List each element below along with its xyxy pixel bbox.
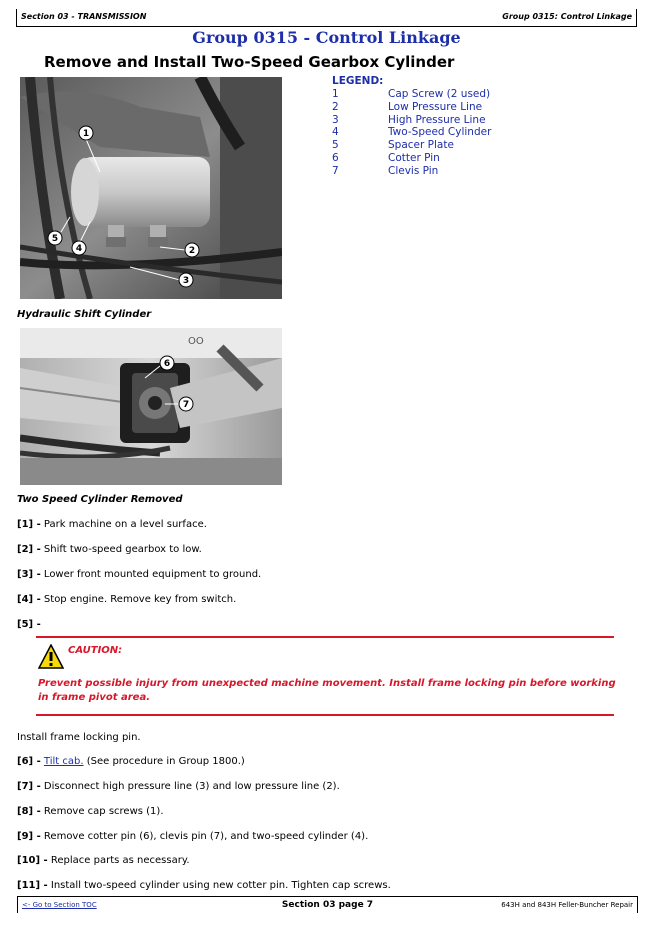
manual-title: 643H and 843H Feller-Buncher Repair xyxy=(501,901,633,909)
step-10: [10] - Replace parts as necessary. xyxy=(17,855,190,866)
step-6: [6] - Tilt cab. (See procedure in Group 1800.) xyxy=(17,756,245,767)
legend-title: LEGEND: xyxy=(332,75,384,87)
two-speed-cylinder-removed-photo xyxy=(20,328,282,485)
legend-item: 2 Low Pressure Line xyxy=(332,100,483,113)
step-2: [2] - Shift two-speed gearbox to low. xyxy=(17,544,202,555)
figure1-caption: Hydraulic Shift Cylinder xyxy=(17,309,152,320)
section-label: Section 03 - TRANSMISSION xyxy=(21,12,147,21)
svg-text:6: 6 xyxy=(163,359,171,369)
page-header xyxy=(16,9,637,27)
svg-text:3: 3 xyxy=(182,276,190,286)
svg-text:7: 7 xyxy=(182,400,190,410)
step-1: [1] - Park machine on a level surface. xyxy=(17,519,207,530)
caution-bottom-rule xyxy=(36,714,614,716)
step-11: [11] - Install two-speed cylinder using new cotter pin. Tighten cap screws. xyxy=(17,880,391,891)
svg-text:5: 5 xyxy=(51,234,59,244)
legend-item: 3 High Pressure Line xyxy=(332,113,486,126)
svg-text:OO: OO xyxy=(188,336,204,347)
step-3: [3] - Lower front mounted equipment to ground. xyxy=(17,569,262,580)
procedure-title: Remove and Install Two-Speed Gearbox Cylinder xyxy=(44,53,455,71)
svg-text:4: 4 xyxy=(75,244,83,254)
step-4: [4] - Stop engine. Remove key from switch. xyxy=(17,594,237,605)
step-5: [5] - xyxy=(17,619,41,630)
install-locking-pin-text: Install frame locking pin. xyxy=(17,732,141,743)
page-footer xyxy=(17,896,638,913)
caution-text: Prevent possible injury from unexpected machine movement. Install frame locking pin before working in frame pivot area. xyxy=(38,678,616,703)
svg-text:1: 1 xyxy=(82,129,90,139)
caution-label: CAUTION: xyxy=(68,645,123,656)
tilt-cab-link[interactable]: Tilt cab. xyxy=(43,756,84,767)
svg-text:2: 2 xyxy=(188,246,196,256)
page-number: Section 03 page 7 xyxy=(281,900,374,910)
warning-icon xyxy=(38,644,64,670)
legend-item: 6 Cotter Pin xyxy=(332,151,440,164)
caution-top-rule xyxy=(36,636,614,638)
step-7: [7] - Disconnect high pressure line (3) and low pressure line (2). xyxy=(17,781,340,792)
legend-item: 5 Spacer Plate xyxy=(332,139,454,152)
legend xyxy=(332,75,491,178)
legend-item: 7 Clevis Pin xyxy=(332,164,439,177)
hydraulic-shift-cylinder-photo xyxy=(20,77,282,299)
figure2-caption: Two Speed Cylinder Removed xyxy=(17,494,183,505)
legend-item: 4 Two-Speed Cylinder xyxy=(332,126,492,139)
group-title: Group 0315 - Control Linkage xyxy=(192,28,461,47)
section-toc-link[interactable]: <- Go to Section TOC xyxy=(22,901,97,909)
group-label: Group 0315: Control Linkage xyxy=(502,12,632,21)
step-9: [9] - Remove cotter pin (6), clevis pin (7), and two-speed cylinder (4). xyxy=(17,831,369,842)
legend-item: 1 Cap Screw (2 used) xyxy=(332,88,491,100)
step-8: [8] - Remove cap screws (1). xyxy=(17,806,164,817)
